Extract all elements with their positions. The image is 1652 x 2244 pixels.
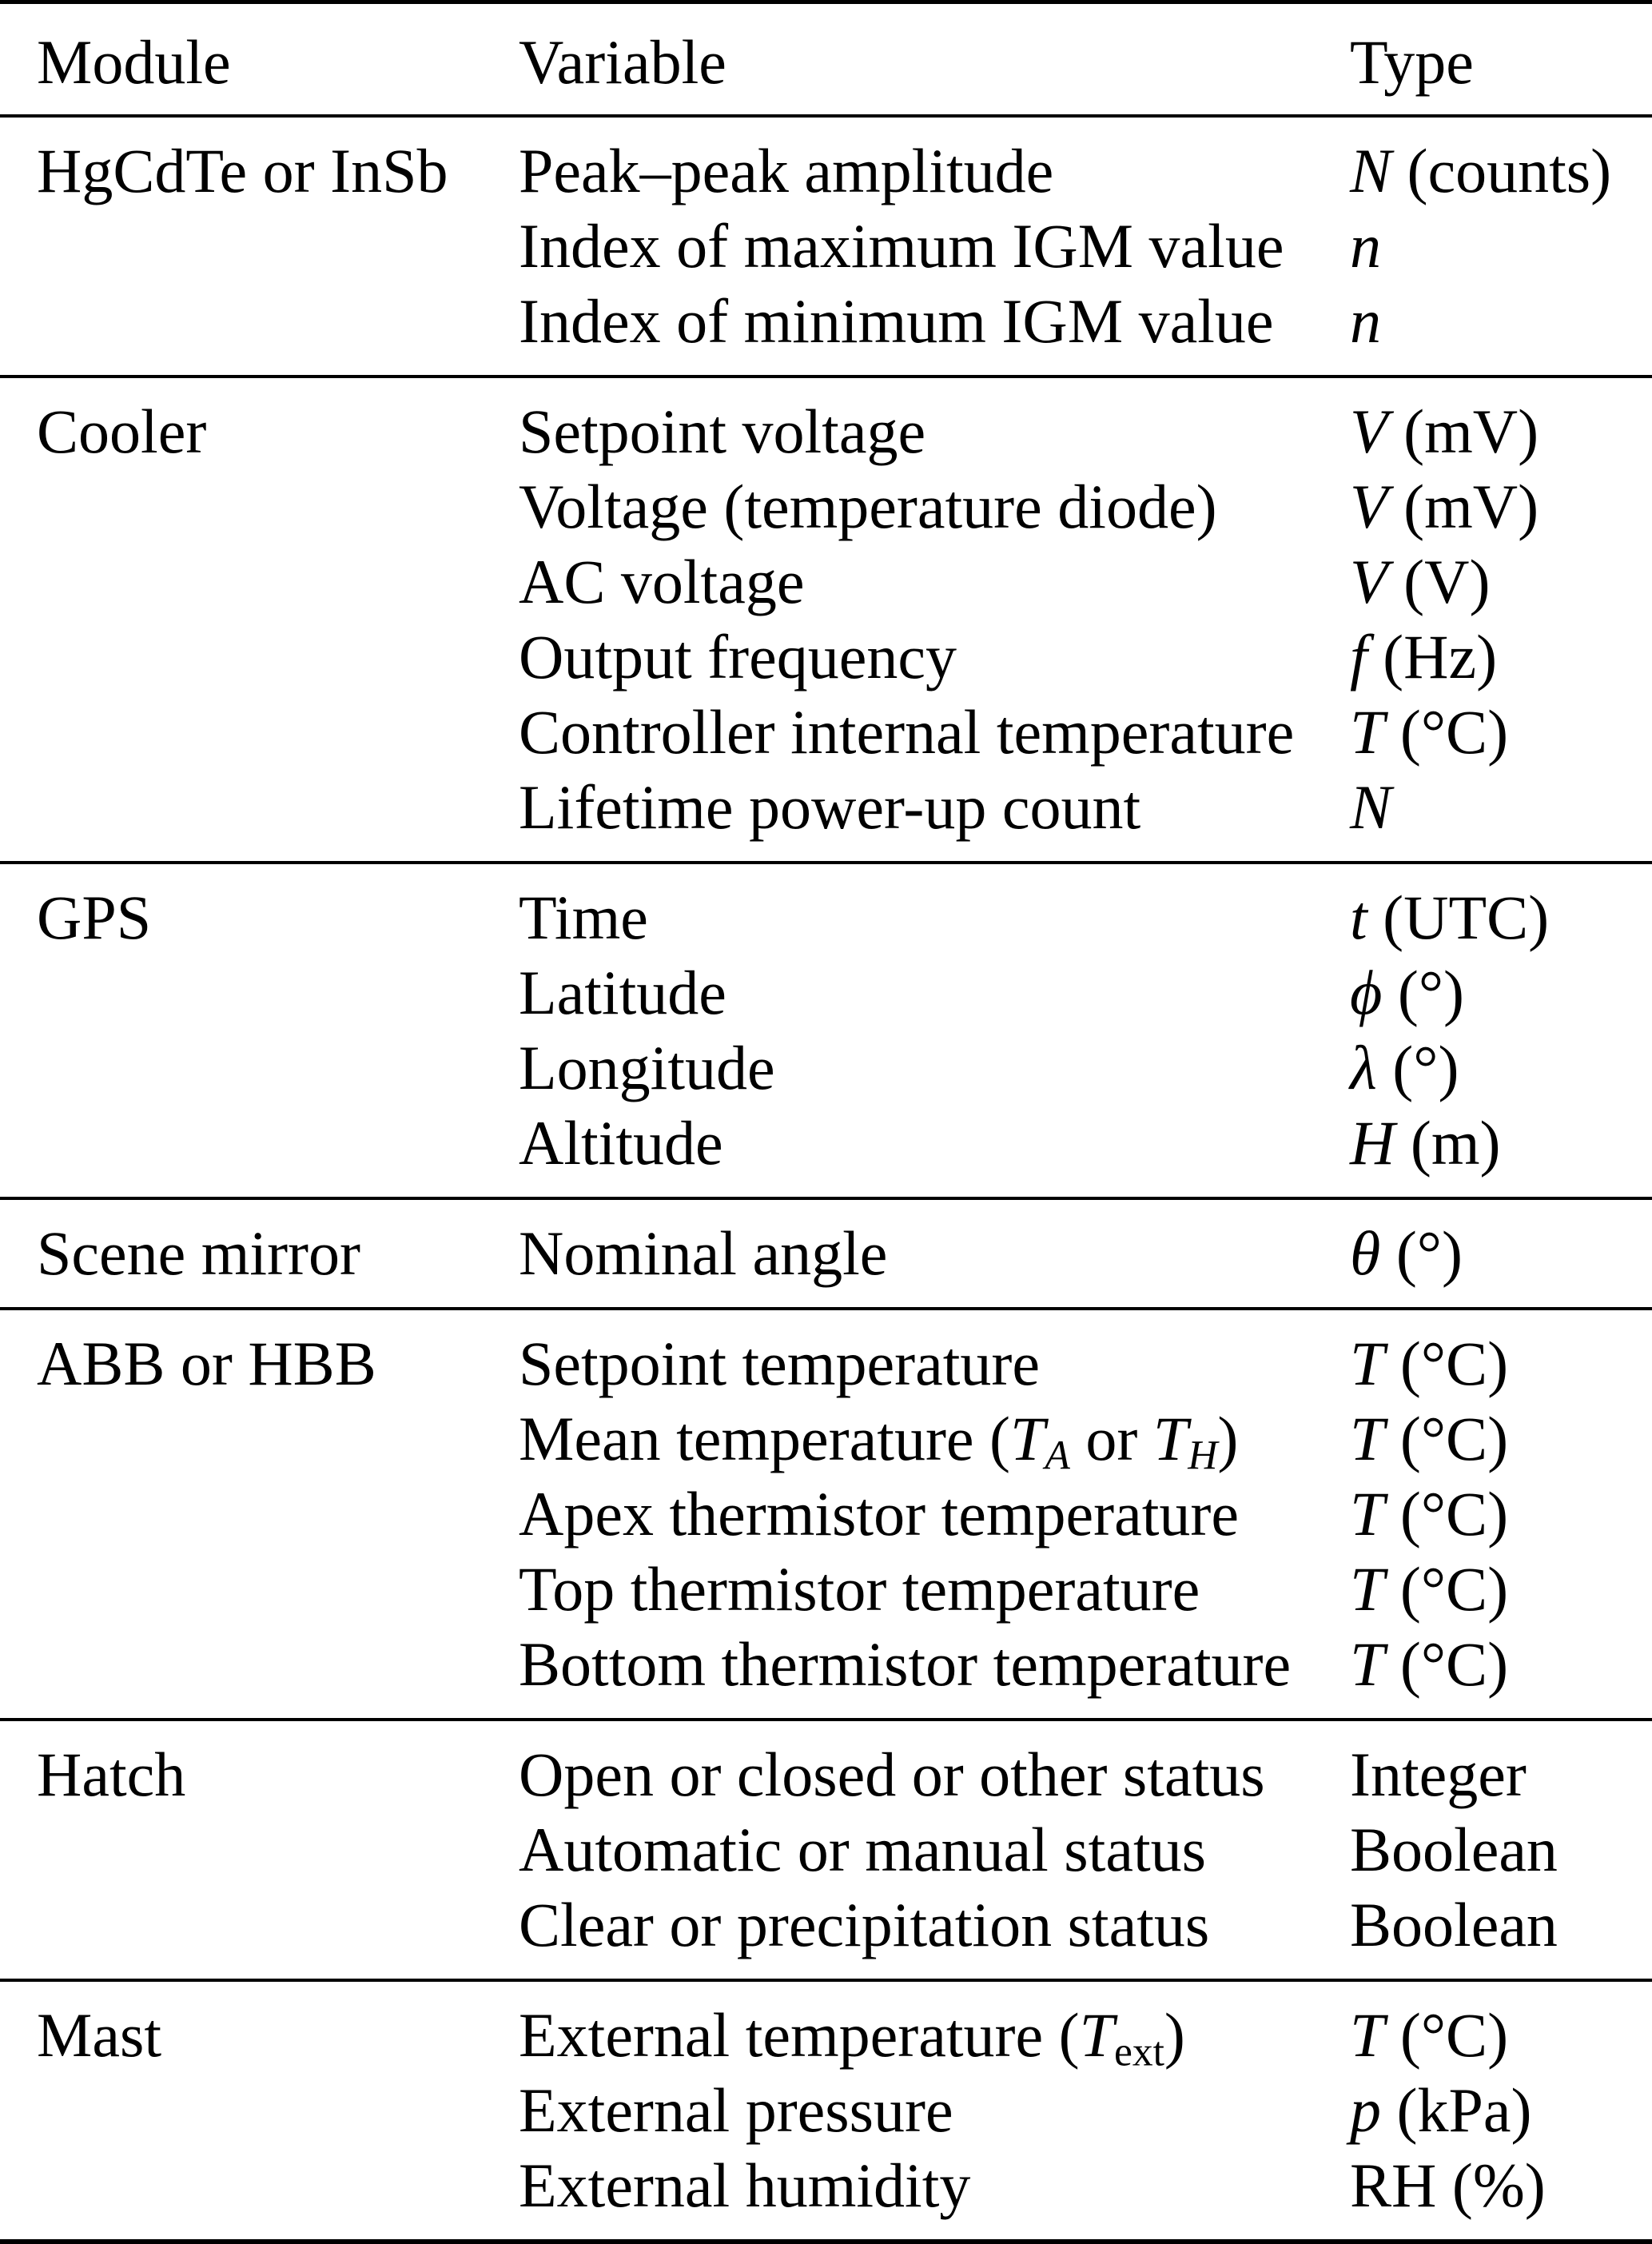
- table-row: [0, 1812, 1652, 1887]
- module-cell: [0, 1627, 482, 1720]
- math-variable: T: [1350, 697, 1385, 767]
- table-header: [0, 2, 1652, 117]
- variable-cell: Lifetime power-up count: [519, 772, 1141, 842]
- table-row: [0, 1980, 1652, 2073]
- math-variable: t: [1350, 883, 1367, 952]
- variable-cell: Bottom thermistor temperature: [519, 1629, 1292, 1699]
- type-cell: p (kPa): [1350, 2075, 1532, 2145]
- variable-cell: Setpoint voltage: [519, 397, 926, 466]
- math-variable: f: [1350, 622, 1367, 692]
- math-variable: V: [1350, 547, 1388, 616]
- variable-cell: External temperature (Text): [519, 2000, 1185, 2075]
- type-cell: T (°C): [1350, 1554, 1509, 1624]
- module-cell: Hatch: [37, 1740, 186, 1809]
- type-cell: V (V): [1350, 547, 1491, 616]
- math-variable: N: [1350, 772, 1392, 842]
- math-variable: T: [1010, 1404, 1045, 1473]
- type-cell: T (°C): [1350, 1329, 1509, 1398]
- module-cell: [0, 1477, 482, 1552]
- type-cell: [1313, 770, 1652, 863]
- variable-cell: Controller internal temperature: [519, 697, 1295, 767]
- module-cell: [0, 1106, 482, 1198]
- math-variable: T: [1350, 1404, 1385, 1473]
- variable-cell: Index of maximum IGM value: [519, 211, 1284, 281]
- math-variable: ϕ: [1350, 958, 1383, 1027]
- table-row: [0, 377, 1652, 469]
- table-row: [0, 1309, 1652, 1401]
- math-variable: T: [1152, 1404, 1188, 1473]
- math-variable: V: [1350, 397, 1388, 466]
- table-row: [0, 1030, 1652, 1106]
- table-row: [0, 1198, 1652, 1309]
- math-variable: T: [1350, 1329, 1385, 1398]
- module-cell: [0, 2073, 482, 2148]
- variable-cell: Setpoint temperature: [519, 1329, 1040, 1398]
- type-cell: [1313, 209, 1652, 284]
- module-cell: GPS: [37, 883, 152, 952]
- module-cell: HgCdTe or InSb: [37, 136, 448, 205]
- table-row: [0, 544, 1652, 620]
- module-cell: [0, 1030, 482, 1106]
- type-cell: λ (°): [1350, 1033, 1459, 1102]
- math-variable: T: [1079, 2000, 1115, 2070]
- module-cell: [0, 1401, 482, 1477]
- table-row: [0, 2148, 1652, 2242]
- table-row: [0, 1720, 1652, 1812]
- module-cell: [0, 955, 482, 1030]
- variable-cell: Output frequency: [519, 622, 957, 692]
- type-cell: V (mV): [1350, 472, 1539, 541]
- math-variable: λ: [1350, 1033, 1377, 1102]
- variable-cell: Index of minimum IGM value: [519, 286, 1274, 356]
- table-row: [0, 116, 1652, 209]
- column-header-variable: Variable: [519, 27, 726, 97]
- variable-cell: Altitude: [519, 1108, 723, 1178]
- type-cell: V (mV): [1350, 397, 1539, 466]
- header-row: [0, 2, 1652, 117]
- module-section: [0, 1980, 1652, 2242]
- module-section: [0, 377, 1652, 863]
- table-row: [0, 209, 1652, 284]
- variable-cell: External pressure: [519, 2075, 953, 2145]
- module-section: [0, 1309, 1652, 1720]
- variable-cell: AC voltage: [519, 547, 805, 616]
- module-section: [0, 863, 1652, 1198]
- table-row: [0, 1401, 1652, 1477]
- math-variable: T: [1350, 1629, 1385, 1699]
- type-cell: Boolean: [1350, 1815, 1558, 1884]
- table-row: [0, 469, 1652, 544]
- math-variable: V: [1350, 472, 1388, 541]
- type-cell: θ (°): [1350, 1218, 1463, 1288]
- module-cell: ABB or HBB: [37, 1329, 376, 1398]
- module-cell: [0, 770, 482, 863]
- module-cell: Mast: [37, 2000, 161, 2070]
- table-row: [0, 955, 1652, 1030]
- type-cell: [1313, 284, 1652, 377]
- math-variable: T: [1350, 1554, 1385, 1624]
- variable-cell: Time: [519, 883, 648, 952]
- table-row: [0, 695, 1652, 770]
- math-variable: N: [1350, 136, 1392, 205]
- table-row: [0, 2073, 1652, 2148]
- variable-cell: Latitude: [519, 958, 726, 1027]
- type-cell: Integer: [1350, 1740, 1527, 1809]
- variable-cell: Mean temperature (TA or TH): [519, 1404, 1239, 1479]
- column-header-module: Module: [37, 27, 231, 97]
- math-subscript: ext: [1114, 2029, 1164, 2075]
- variable-cell: Automatic or manual status: [519, 1815, 1206, 1884]
- table-row: [0, 1887, 1652, 1980]
- module-section: [0, 1720, 1652, 1980]
- module-cell: [0, 284, 482, 377]
- math-variable: θ: [1350, 1218, 1381, 1288]
- module-section: [0, 116, 1652, 377]
- math-variable: n: [1350, 211, 1381, 281]
- math-subscript: A: [1045, 1433, 1070, 1479]
- module-cell: [0, 469, 482, 544]
- type-cell: T (°C): [1350, 1479, 1509, 1548]
- module-cell: [0, 695, 482, 770]
- table-row: [0, 1627, 1652, 1720]
- table-row: [0, 1106, 1652, 1198]
- type-cell: T (°C): [1350, 2000, 1509, 2070]
- variable-cell: External humidity: [519, 2150, 971, 2220]
- variable-cell: Longitude: [519, 1033, 775, 1102]
- variable-cell: Clear or precipitation status: [519, 1890, 1210, 1959]
- math-variable: p: [1350, 2075, 1381, 2145]
- type-cell: T (°C): [1350, 1629, 1509, 1699]
- variable-cell: Top thermistor temperature: [519, 1554, 1200, 1624]
- variable-cell: Nominal angle: [519, 1218, 888, 1288]
- math-variable: T: [1350, 2000, 1385, 2070]
- module-cell: [0, 1812, 482, 1887]
- type-cell: T (°C): [1350, 1404, 1509, 1473]
- module-cell: [0, 620, 482, 695]
- type-cell: f (Hz): [1350, 622, 1498, 692]
- type-cell: t (UTC): [1350, 883, 1550, 952]
- module-cell: Cooler: [37, 397, 207, 466]
- table-row: [0, 1552, 1652, 1627]
- column-header-type: Type: [1350, 27, 1474, 97]
- module-cell: Scene mirror: [37, 1218, 361, 1288]
- math-variable: H: [1350, 1108, 1395, 1178]
- module-cell: [0, 2148, 482, 2242]
- math-variable: n: [1350, 286, 1381, 356]
- type-cell: N (counts): [1350, 136, 1612, 205]
- type-cell: H (m): [1350, 1108, 1501, 1178]
- type-cell: RH (%): [1350, 2150, 1546, 2220]
- table-row: [0, 770, 1652, 863]
- table-row: [0, 284, 1652, 377]
- math-variable: T: [1350, 1479, 1385, 1548]
- variable-cell: Voltage (temperature diode): [519, 472, 1217, 541]
- module-cell: [0, 1887, 482, 1980]
- table-row: [0, 620, 1652, 695]
- math-subscript: H: [1188, 1433, 1218, 1479]
- type-cell: T (°C): [1350, 697, 1509, 767]
- variable-cell: Apex thermistor temperature: [519, 1479, 1239, 1548]
- module-cell: [0, 544, 482, 620]
- type-cell: ϕ (°): [1350, 958, 1465, 1027]
- variable-cell: Peak–peak amplitude: [519, 136, 1054, 205]
- module-section: [0, 1198, 1652, 1309]
- module-cell: [0, 209, 482, 284]
- table-row: [0, 1477, 1652, 1552]
- type-cell: Boolean: [1350, 1890, 1558, 1959]
- variable-cell: Open or closed or other status: [519, 1740, 1265, 1809]
- module-cell: [0, 1552, 482, 1627]
- table-row: [0, 863, 1652, 955]
